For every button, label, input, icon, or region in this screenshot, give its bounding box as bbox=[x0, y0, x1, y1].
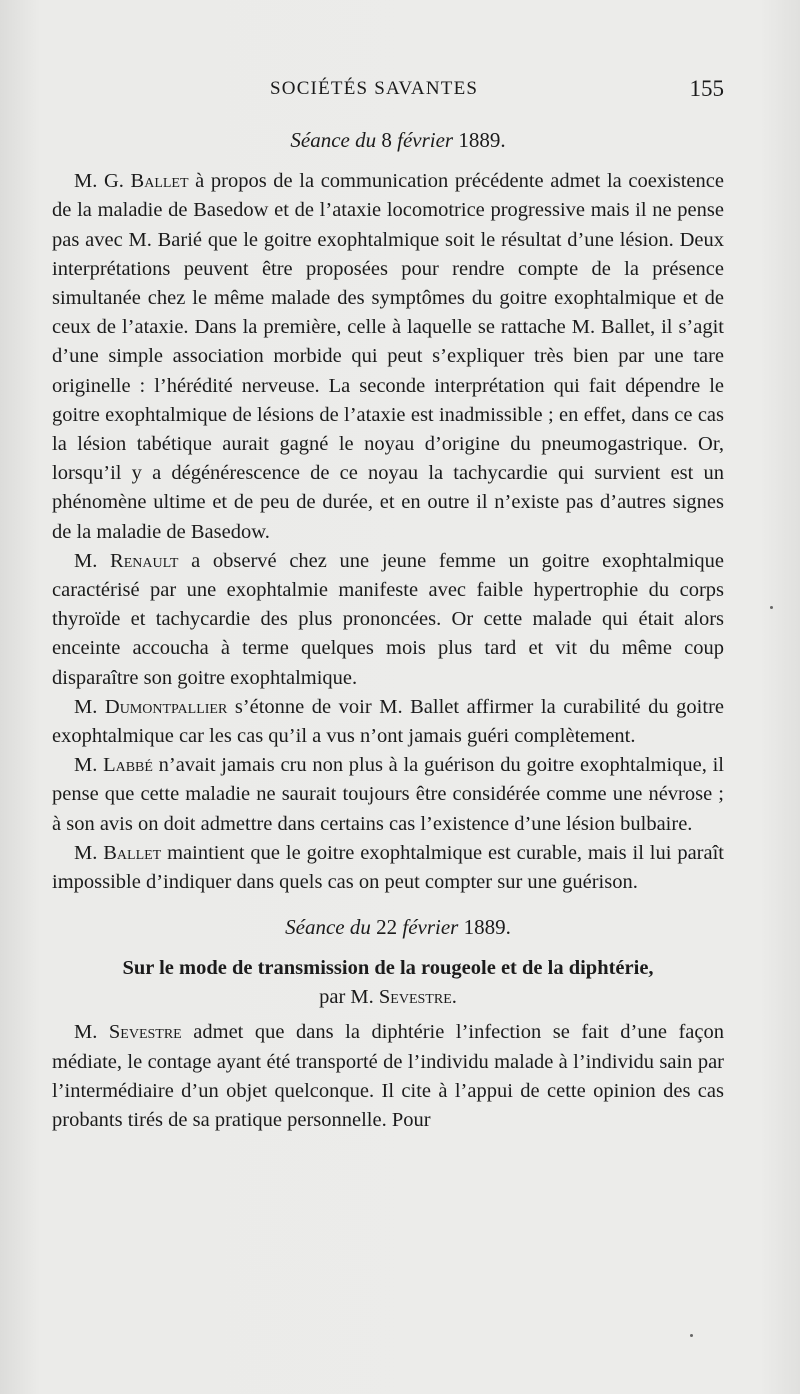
paragraph-text: a observé chez une jeune femme un goitre exophtalmique caractérisé par une exophtalmie manifeste avec faible hypertrophie du corps thyroïde et tachycardie des plus prononcées. Or cette malade qui était alors enceinte accoucha à terme quelques mois plus tard et vit du même coup disparaître son goitre exophtalmique. bbox=[52, 549, 725, 689]
paragraph-renault bbox=[52, 547, 724, 693]
paragraph-text: à propos de la communication précédente admet la coexistence de la maladie de Basedow et de l’ataxie locomotrice progressive mais il ne pense pas avec M. Barié que le goitre exophtalmique soit le résultat d’une lésion. Deux interprétations peuvent être proposées pour rendre compte de la présence simultanée chez le même malade des symptômes du goitre exophtalmique et de ceux de l’ataxie. Dans la première, celle à laquelle se rattache M. Ballet, il s’agit d’une simple association morbide qui peut s’expliquer très bien par une tare originelle : l’hérédité nerveuse. La seconde interprétation qui fait dépendre le goitre exophtalmique de lésions de l’ataxie est inadmissible ; en effet, dans ce cas la lésion tabétique aurait gagné le noyau d’origine du pneumogastrique. Or, lorsqu’il y a dégénérescence de ce noyau la tachycardie qui survient est un phénomène ultime et de peu de durée, et en outre il n’existe pas d’autres signes de la maladie de Basedow. bbox=[52, 170, 724, 543]
paragraph-sevestre bbox=[52, 1018, 724, 1135]
paper-speck bbox=[770, 606, 773, 609]
article-byline bbox=[52, 983, 724, 1012]
session-title-year: 1889. bbox=[463, 915, 511, 940]
session-title-22-fevrier bbox=[52, 913, 724, 942]
speaker-prefix: M. bbox=[74, 841, 104, 864]
speaker-name: Labbé bbox=[103, 754, 153, 777]
paragraph-text: n’avait jamais cru non plus à la guérison du goitre exophtalmique, il pense que cette maladie ne saurait toujours être considérée comme une névrose ; à son avis on doit admettre dans certains cas l’existence d’une lésion bulbaire. bbox=[52, 754, 724, 835]
speaker-name: Dumontpallier bbox=[104, 695, 228, 718]
paragraph-ballet-reply bbox=[52, 839, 724, 897]
running-head: SOCIÉTÉS SAVANTES bbox=[270, 78, 479, 99]
byline-prefix: par M. bbox=[319, 986, 379, 1009]
session-title-day: 22 bbox=[376, 915, 398, 940]
speaker-prefix: M. bbox=[74, 695, 105, 718]
byline-name: Sevestre. bbox=[378, 986, 457, 1009]
speaker-name: Renault bbox=[110, 549, 179, 572]
session-title-year: 1889. bbox=[458, 128, 506, 152]
page-body bbox=[52, 126, 724, 1135]
article-heading bbox=[52, 954, 724, 1012]
speaker-name: Ballet bbox=[130, 170, 189, 193]
session-title-prefix: Séance du bbox=[285, 915, 371, 940]
paragraph-text: maintient que le goitre exophtalmique est curable, mais il lui paraît impossible d’indiquer dans quels cas on peut compter sur une guérison. bbox=[52, 841, 724, 894]
speaker-name: Sevestre bbox=[108, 1021, 182, 1044]
session-title-prefix: Séance du bbox=[290, 128, 377, 152]
page-header bbox=[52, 74, 724, 104]
speaker-name: Ballet bbox=[103, 841, 162, 864]
speaker-prefix: M. G. bbox=[74, 170, 131, 193]
session-title-month: février bbox=[402, 915, 459, 940]
page-number: 155 bbox=[689, 76, 724, 101]
speaker-prefix: M. bbox=[74, 754, 104, 777]
paragraph-dumontpallier bbox=[52, 693, 724, 751]
session-title-month: février bbox=[397, 128, 454, 152]
paragraph-text: admet que dans la diphtérie l’infection se fait d’une façon médiate, le contage ayant été transporté de l’individu malade à l’individu sain par l’intermédiaire d’un objet quelconque. Il cite à l’appui de cette opinion des cas probants tirés de sa pratique personnelle. Pour bbox=[52, 1021, 724, 1132]
speaker-prefix: M. bbox=[74, 1021, 109, 1044]
paragraph-labbe bbox=[52, 751, 724, 839]
paragraph-text: s’étonne de voir M. Ballet affirmer la curabilité du goitre exophtalmique car les cas qu’il a vus n’ont jamais guéri complètement. bbox=[52, 695, 725, 748]
session-title-8-fevrier bbox=[52, 126, 724, 155]
session-title-day: 8 bbox=[381, 128, 392, 152]
paragraph-ballet bbox=[52, 167, 724, 547]
speaker-prefix: M. bbox=[74, 549, 111, 572]
article-title: Sur le mode de transmission de la rougeole et de la diphtérie, bbox=[122, 957, 654, 980]
paper-speck bbox=[690, 1334, 693, 1337]
